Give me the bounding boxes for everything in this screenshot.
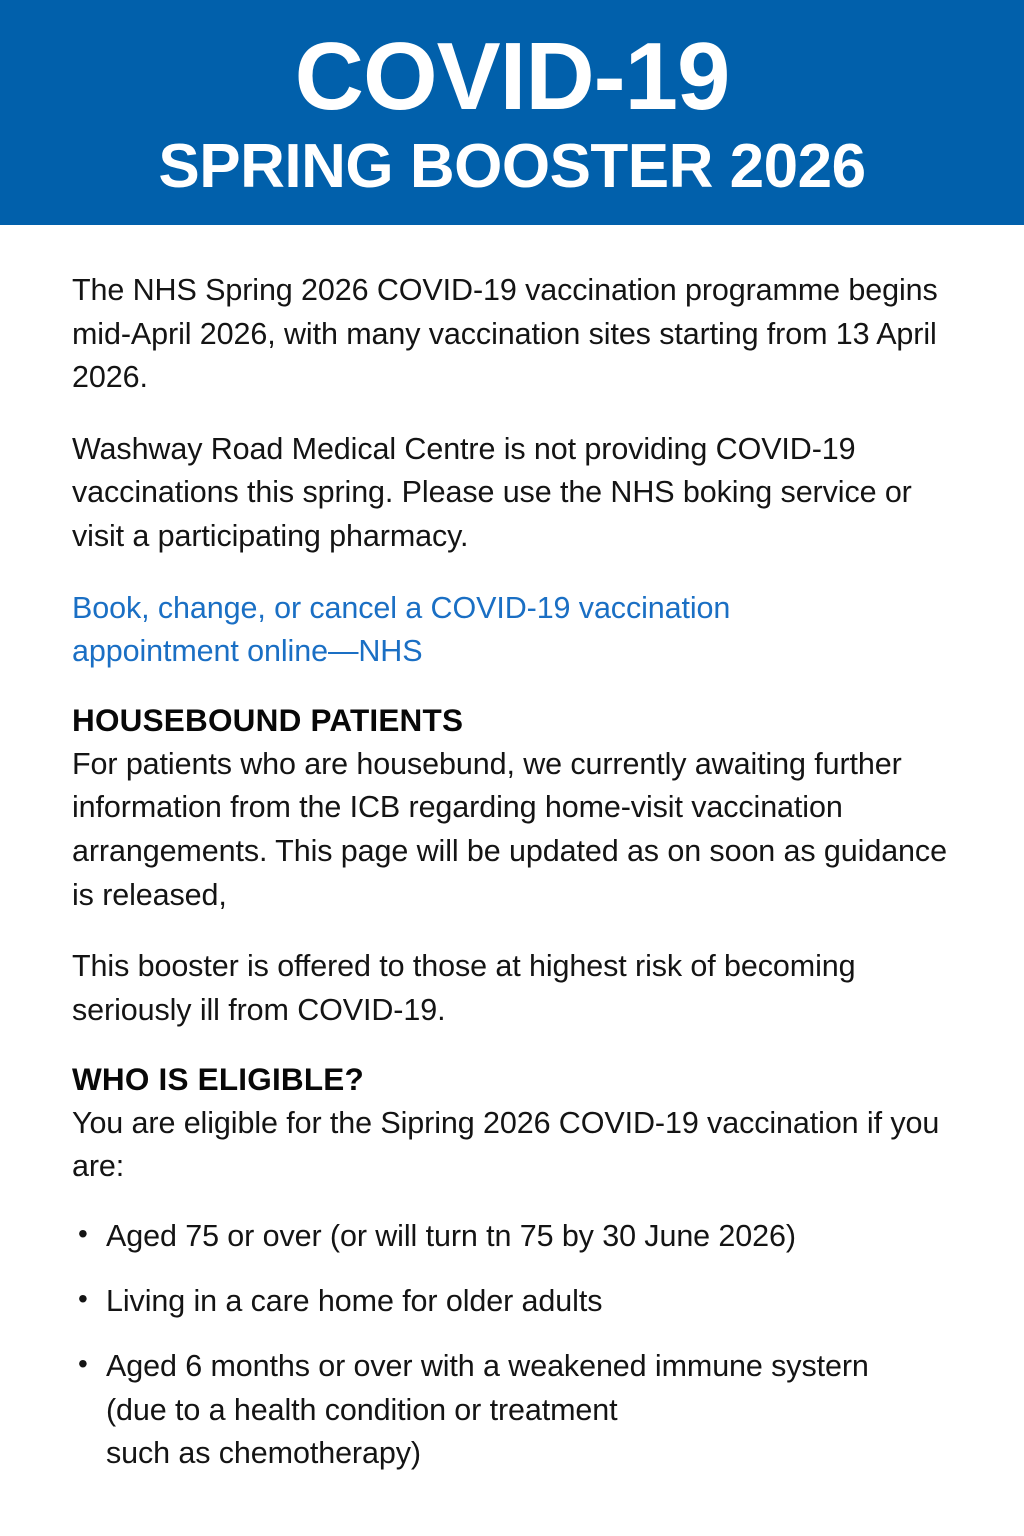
practice-notice-paragraph: Washway Road Medical Centre is not providing COVID-19 vaccinations this spring. Please use the NHS boking service or visit a participating pharmacy. <box>72 431 912 554</box>
eligibility-heading: WHO IS ELIGIBLE? <box>72 1060 364 1097</box>
page-subtitle: SPRING BOOSTER 2026 <box>158 131 866 201</box>
list-item-line: such as chemotherapy) <box>106 1435 421 1470</box>
housebound-heading: HOUSEBOUND PATIENTS <box>72 701 464 738</box>
eligibility-intro: You are eligible for the Sipring 2026 COVID-19 vaccination if you are: <box>72 1105 940 1184</box>
header-banner <box>0 0 1024 225</box>
booster-risk-paragraph: This booster is offered to those at highest risk of becoming seriously ill from COVID-19. <box>72 949 856 1027</box>
intro-paragraph: The NHS Spring 2026 COVID-19 vaccination programme begins mid-April 2026, with many vaccination sites starting from 13 April 2026. <box>72 273 938 395</box>
list-item-line: • Aged 6 months or over with a weakened immune systern <box>106 1349 869 1384</box>
list-item: • Living in a care home for older adults <box>72 1280 958 1323</box>
content-area <box>0 225 1024 1475</box>
eligibility-list <box>72 1215 958 1475</box>
list-item-line: (due to a health condition or treatment <box>106 1392 618 1427</box>
booking-link[interactable]: Book, change, or cancel a COVID-19 vaccination appointment online—NHS <box>72 590 731 669</box>
page-title: COVID-19 <box>294 23 730 130</box>
housebound-paragraph: For patients who are housebund, we currently awaiting further information from the ICB regarding home-visit vaccination arrangements. This page will be updated as on soon as guidance is released, <box>72 746 947 912</box>
list-item: • Aged 75 or over (or will turn tn 75 by 30 June 2026) <box>72 1215 958 1258</box>
list-item <box>72 1345 958 1475</box>
